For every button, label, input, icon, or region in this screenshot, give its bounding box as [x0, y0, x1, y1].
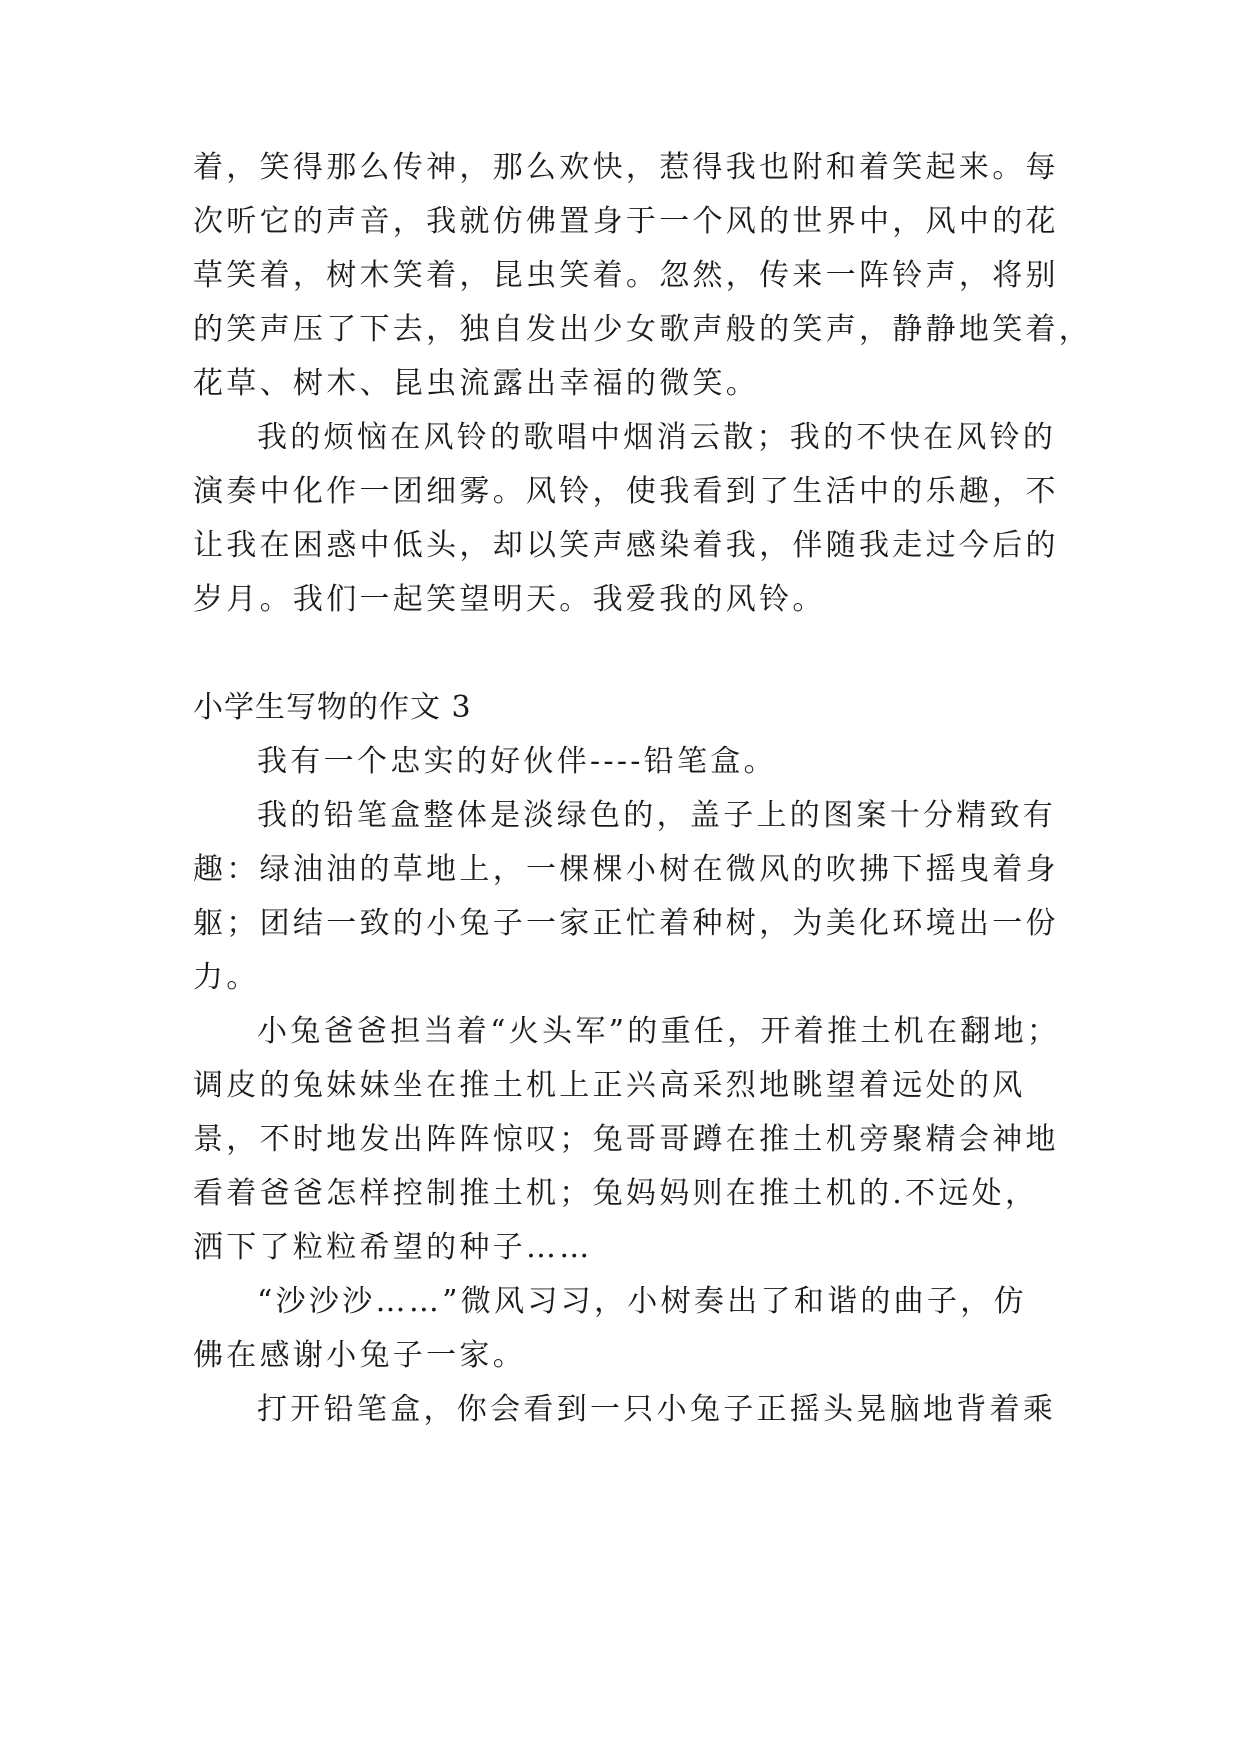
text-line: 的笑声压了下去，独自发出少女歌声般的笑声，静静地笑着，	[193, 312, 1093, 347]
section-heading: 小学生写物的作文 3	[193, 690, 472, 725]
text-line: 趣：绿油油的草地上，一棵棵小树在微风的吹拂下摇曳着身	[193, 852, 1059, 887]
text-line: 岁月。我们一起笑望明天。我爱我的风铃。	[193, 582, 826, 617]
paragraph-first-line: “沙沙沙……”微风习习，小树奏出了和谐的曲子，仿	[257, 1284, 1027, 1319]
text-line: 次听它的声音，我就仿佛置身于一个风的世界中，风中的花	[193, 204, 1059, 239]
paragraph-first-line: 我有一个忠实的好伙伴----铅笔盒。	[257, 744, 777, 779]
text-line: 躯；团结一致的小兔子一家正忙着种树，为美化环境出一份	[193, 906, 1059, 941]
paragraph-first-line: 打开铅笔盒，你会看到一只小兔子正摇头晃脑地背着乘	[257, 1392, 1057, 1427]
text-line: 看着爸爸怎样控制推土机；兔妈妈则在推土机的.不远处，	[193, 1176, 1039, 1211]
text-line: 花草、树木、昆虫流露出幸福的微笑。	[193, 366, 760, 401]
text-line: 佛在感谢小兔子一家。	[193, 1338, 526, 1373]
text-line: 演奏中化作一团细雾。风铃，使我看到了生活中的乐趣，不	[193, 474, 1059, 509]
text-line: 着，笑得那么传神，那么欢快，惹得我也附和着笑起来。每	[193, 150, 1059, 185]
paragraph-first-line: 小兔爸爸担当着“火头军”的重任，开着推土机在翻地；	[257, 1014, 1061, 1049]
text-line: 草笑着，树木笑着，昆虫笑着。忽然，传来一阵铃声，将别	[193, 258, 1059, 293]
text-line: 调皮的兔妹妹坐在推土机上正兴高采烈地眺望着远处的风	[193, 1068, 1026, 1103]
text-line: 洒下了粒粒希望的种子……	[193, 1230, 593, 1265]
text-line: 力。	[193, 960, 260, 995]
text-line: 让我在困惑中低头，却以笑声感染着我，伴随我走过今后的	[193, 528, 1059, 563]
paragraph-first-line: 我的烦恼在风铃的歌唱中烟消云散；我的不快在风铃的	[257, 420, 1057, 455]
paragraph-first-line: 我的铅笔盒整体是淡绿色的，盖子上的图案十分精致有	[257, 798, 1057, 833]
text-line: 景，不时地发出阵阵惊叹；兔哥哥蹲在推土机旁聚精会神地	[193, 1122, 1059, 1157]
